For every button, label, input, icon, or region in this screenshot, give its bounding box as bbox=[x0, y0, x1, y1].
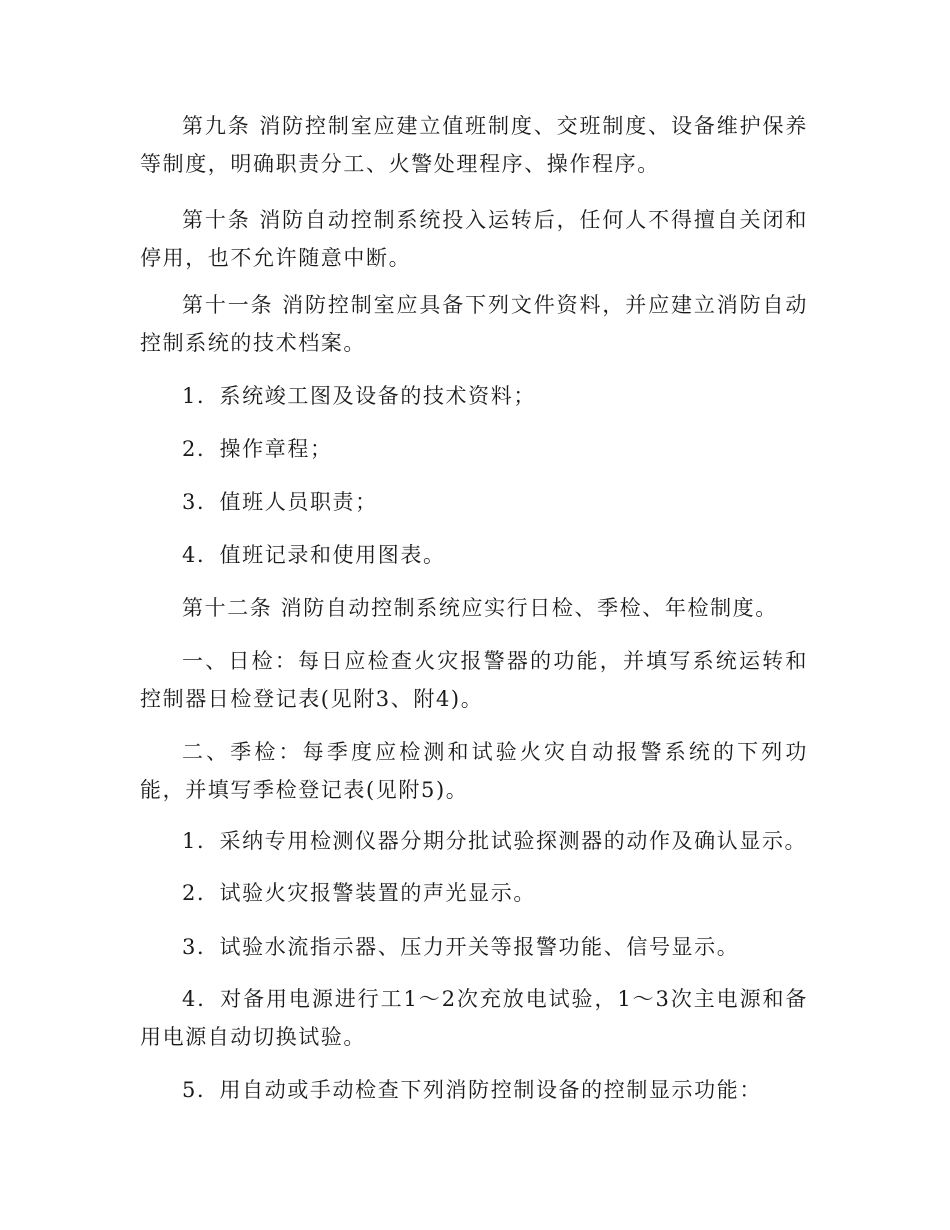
list-item-2: 2．操作章程； bbox=[182, 437, 333, 461]
quarterly-inspection-paragraph: 二、季检：每季度应检测和试验火灾自动报警系统的下列功能，并填写季检登记表(见附5)。 bbox=[140, 740, 808, 802]
quarterly-item-3: 3．试验水流指示器、压力开关等报警功能、信号显示。 bbox=[182, 935, 740, 959]
list-item-3: 3．值班人员职责； bbox=[182, 490, 378, 514]
quarterly-item-2: 2．试验火灾报警装置的声光显示。 bbox=[182, 881, 536, 905]
article-12-paragraph: 第十二条 消防自动控制系统应实行日检、季检、年检制度。 bbox=[182, 596, 778, 620]
quarterly-item-4: 4．对备用电源进行工1～2次充放电试验，1～3次主电源和备用电源自动切换试验。 bbox=[140, 987, 808, 1049]
article-11-paragraph: 第十一条 消防控制室应具备下列文件资料，并应建立消防自动控制系统的技术档案。 bbox=[140, 293, 808, 355]
list-item-1: 1．系统竣工图及设备的技术资料； bbox=[182, 384, 536, 408]
article-10-paragraph: 第十条 消防自动控制系统投入运转后，任何人不得擅自关闭和停用，也不允许随意中断。 bbox=[140, 208, 808, 270]
list-item-4: 4．值班记录和使用图表。 bbox=[182, 543, 446, 567]
daily-inspection-paragraph: 一、日检：每日应检查火灾报警器的功能，并填写系统运转和控制器日检登记表(见附3、附4)。 bbox=[140, 649, 808, 711]
quarterly-item-5: 5．用自动或手动检查下列消防控制设备的控制显示功能： bbox=[182, 1078, 762, 1102]
article-9-paragraph: 第九条 消防控制室应建立值班制度、交班制度、设备维护保养等制度，明确职责分工、火警处理程序、操作程序。 bbox=[140, 114, 808, 176]
quarterly-item-1: 1．采纳专用检测仪器分期分批试验探测器的动作及确认显示。 bbox=[182, 829, 808, 853]
